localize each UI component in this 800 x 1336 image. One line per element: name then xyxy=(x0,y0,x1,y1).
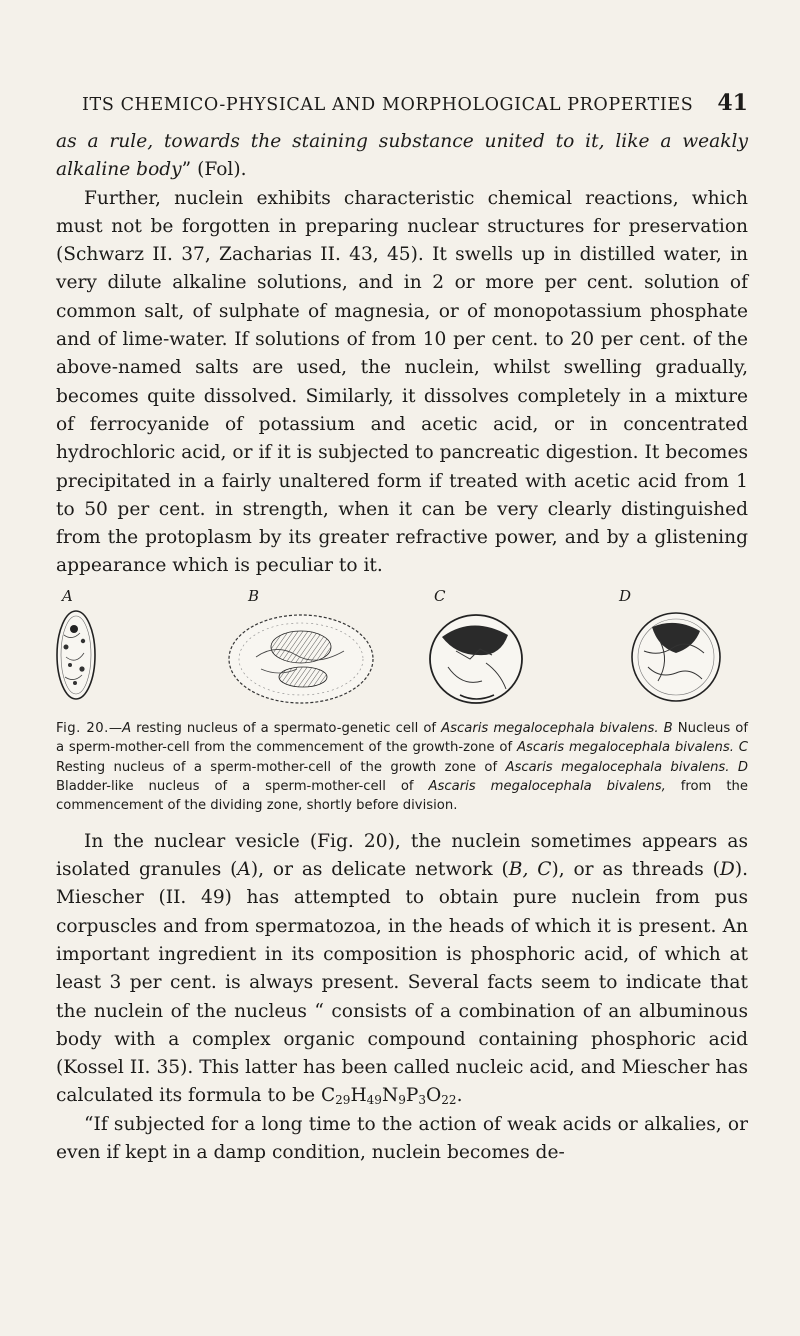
quote-tail: ” (Fol). xyxy=(181,159,247,181)
formula-subscript: 29 xyxy=(335,1093,351,1108)
text-run: . xyxy=(456,1085,463,1107)
page-header xyxy=(58,90,748,116)
caption-part: Resting nucleus of a sperm-mother-cell of the growth zone of xyxy=(56,759,506,775)
formula-subscript: 9 xyxy=(398,1093,406,1108)
formula-subscript: 49 xyxy=(366,1093,382,1108)
nucleus-c-drawing xyxy=(430,615,522,703)
formula-element: C xyxy=(320,1085,336,1107)
nucleic-acid-formula xyxy=(321,1085,457,1106)
text-run: B, C xyxy=(508,859,552,881)
caption-part: Ascaris megalocephala bivalens. xyxy=(441,720,659,736)
figure-label-b: B xyxy=(248,586,260,605)
text-run: In the nuclear vesicle (Fig. 20), the nuclein sometimes appears as isolated granules ( xyxy=(56,830,748,881)
nucleus-a-drawing xyxy=(57,611,95,699)
formula-element: P xyxy=(405,1085,419,1107)
formula-element: O xyxy=(426,1085,442,1107)
nucleus-illustrations xyxy=(56,607,748,707)
caption-part xyxy=(730,760,738,775)
formula-element: H xyxy=(350,1085,367,1107)
text-run: ). Miescher (II. 49) has attempted to obtain pure nuclein from pus corpuscles and from spermatozoa, in the heads of which it is present. An important ingredient in its composition is phosphoric acid, of which at least 3 per cent. is always present. Several facts seem to indicate that the nuclein of the nucleus “ consists of a combination of an albuminous body with a complex organic compound containing phosphoric acid (Kossel II. 35). This latter has been called nucleic acid, and Miescher has calculated its formula to be xyxy=(56,859,748,1107)
text-run: ), or as delicate network ( xyxy=(250,859,509,881)
paragraph-nuclear-vesicle xyxy=(56,828,748,1111)
caption-figure-id: Fig. 20. xyxy=(56,720,109,736)
paragraph-nuclein-reactions: Further, nuclein exhibits characteristic chemical reactions, which must not be forgotten in preparing nuclear structures for preservation (Schwarz II. 37, Zacharias II. 43, 45). It swells up in distilled water, in very dilute alkaline solutions, and in 2 or more per cent. solution of common salt, of sulphate of magnesia, or of monopotassium phosphate and of lime-water. If solutions of from 10 per cent. to 20 per cent. of the above-named salts are used, the nuclein, whilst swelling gradually, becomes quite dissolved. Similarly, it dissolves completely in a mixture of ferrocyanide of potassium and acetic acid, or in concentrated hydrochloric acid, or if it is subjected to pancreatic digestion. It becomes precipitated in a fairly unaltered form if treated with acetic acid from 1 to 50 per cent. in strength, when it can be very clearly distinguished from the protoplasm by its greater refractive power, and by a glistening appearance which is peculiar to it. xyxy=(56,187,748,577)
running-head: ITS CHEMICO-PHYSICAL AND MORPHOLOGICAL PROPERTIES xyxy=(82,95,694,115)
nucleus-b-drawing xyxy=(229,615,373,703)
figure-label-c: C xyxy=(434,586,446,605)
caption-part: resting nucleus of a spermato-genetic cell of xyxy=(131,720,442,736)
caption-part: D xyxy=(737,759,748,775)
caption-text xyxy=(56,719,748,816)
caption-part: C xyxy=(738,740,748,756)
caption-part: — xyxy=(108,720,123,736)
figure-caption xyxy=(56,719,748,816)
text-run: ), or as threads ( xyxy=(551,859,720,881)
text-run: D xyxy=(719,859,735,881)
caption-part: Ascaris megalocephala bivalens. xyxy=(505,759,730,775)
paragraph-decomposition: “If subjected for a long time to the action of weak acids or alkalies, or even if kept in a damp condition, nuclein becomes de- xyxy=(56,1113,748,1164)
caption-part: B xyxy=(663,720,673,736)
caption-part: A xyxy=(122,720,132,736)
page-body xyxy=(56,128,748,1167)
caption-part: Nucleus of a sperm-mother-cell from the commencement of the growth-zone of xyxy=(56,720,748,756)
quote-italic: as a rule, towards the staining substance united to it, like a weakly alkaline body xyxy=(56,131,748,181)
caption-part: Bladder-like nucleus of a sperm-mother-cell of xyxy=(56,778,429,794)
figure-20 xyxy=(56,587,748,709)
caption-part: from the commencement of the dividing zone, shortly before division. xyxy=(56,778,748,814)
caption-part: Ascaris megalocephala bivalens, xyxy=(428,778,666,794)
formula-subscript: 3 xyxy=(418,1093,427,1108)
paragraph-continuation xyxy=(56,128,748,185)
nucleus-d-drawing xyxy=(632,613,720,701)
page-number: 41 xyxy=(717,90,748,116)
figure-label-d: D xyxy=(619,586,632,605)
formula-subscript: 22 xyxy=(441,1093,457,1108)
caption-part: Ascaris megalocephala bivalens. xyxy=(516,740,734,756)
formula-element: N xyxy=(381,1085,399,1107)
figure-label-a: A xyxy=(62,586,73,605)
text-run: A xyxy=(237,859,251,881)
